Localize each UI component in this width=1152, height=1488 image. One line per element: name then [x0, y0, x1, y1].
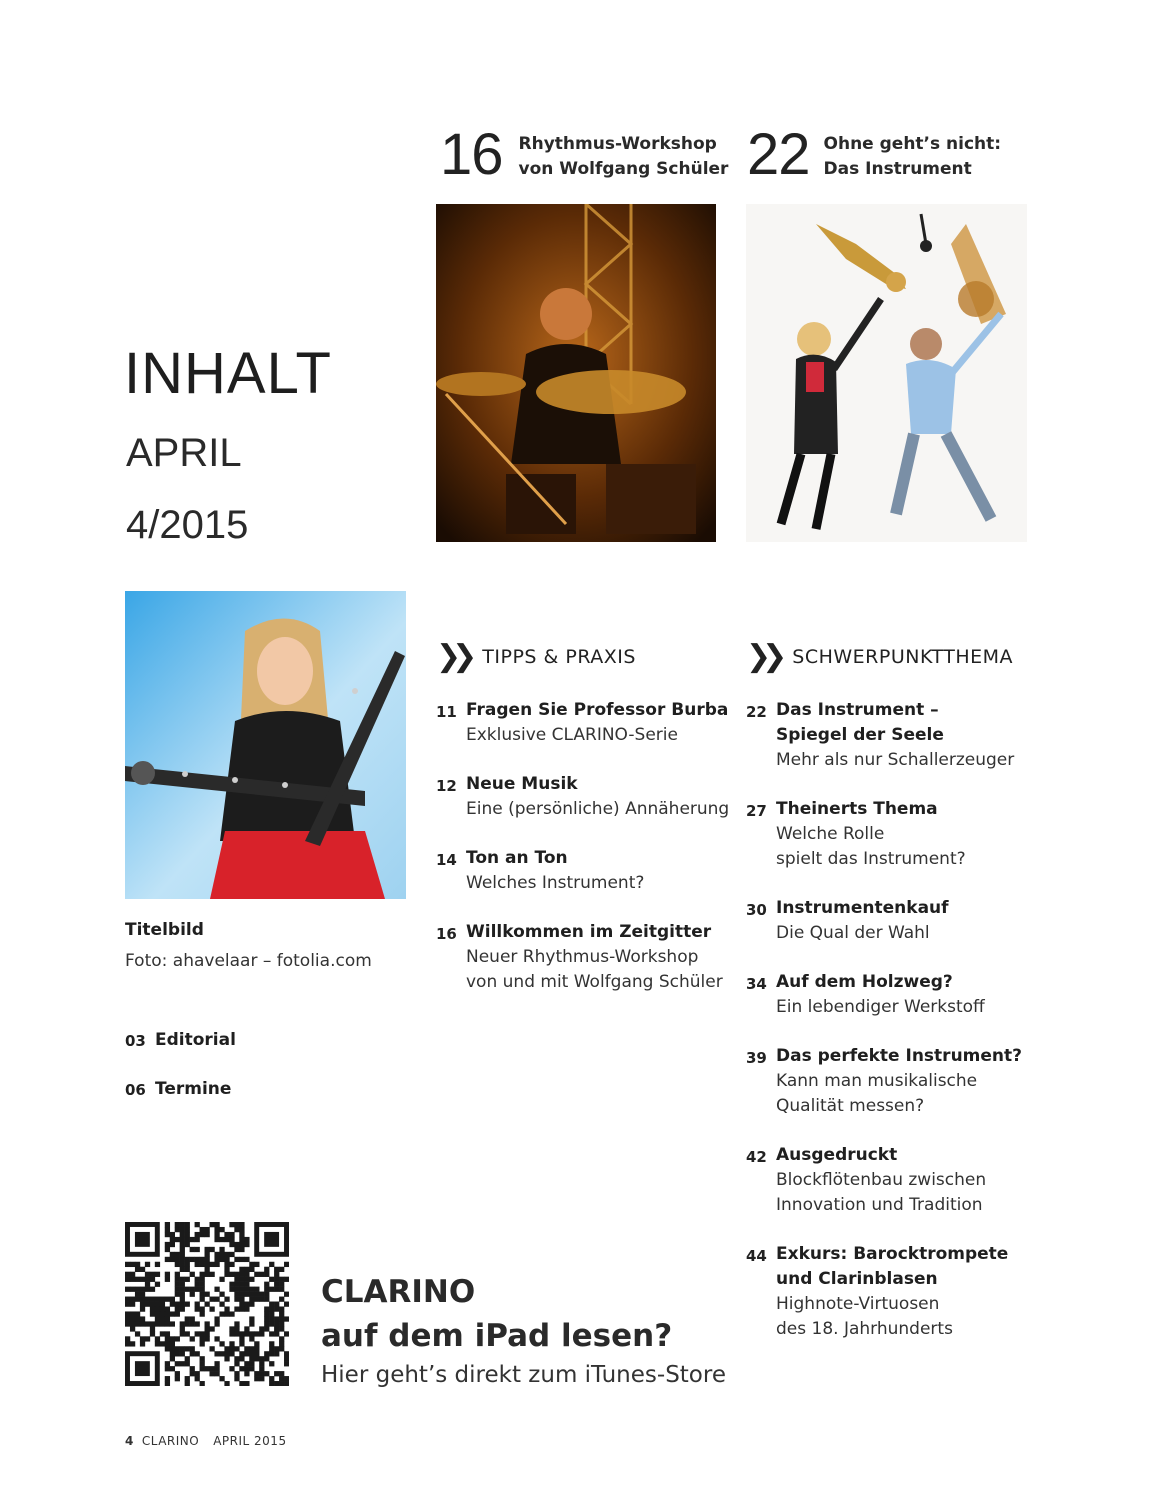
item-title: Editorial — [155, 1030, 236, 1050]
page-number: 22 — [746, 703, 767, 721]
page-number: 12 — [436, 777, 457, 795]
issue-month: APRIL — [126, 431, 242, 475]
promo-title-line1: CLARINO — [321, 1274, 476, 1310]
footer-date: APRIL 2015 — [213, 1434, 287, 1448]
item-desc: Ein lebendiger Werkstoff — [776, 997, 985, 1017]
drummer-photo[interactable] — [436, 204, 716, 542]
qr-code-icon[interactable] — [125, 1222, 289, 1386]
toc-item[interactable] — [746, 1044, 1046, 1119]
page-number: 11 — [436, 703, 457, 721]
item-title: Fragen Sie Professor Burba — [466, 700, 729, 720]
section-header — [746, 639, 1046, 674]
toc-item[interactable] — [746, 1143, 1046, 1218]
item-title: Das perfekte Instrument? — [776, 1046, 1023, 1066]
toc-item[interactable] — [436, 772, 736, 822]
feature-22[interactable] — [747, 122, 1002, 187]
item-title: und Clarinblasen — [776, 1269, 938, 1289]
toc-item-editorial[interactable] — [125, 1030, 236, 1050]
ipad-promo[interactable] — [321, 1270, 726, 1388]
item-desc: Innovation und Tradition — [776, 1195, 983, 1215]
toc-item[interactable] — [746, 797, 1046, 872]
double-chevron-icon: ❯❯ — [746, 639, 779, 674]
item-title: Instrumentenkauf — [776, 898, 949, 918]
section-title: SCHWERPUNKTTHEMA — [792, 646, 1014, 668]
section-header — [436, 639, 736, 674]
toc-item-termine[interactable] — [125, 1079, 231, 1099]
item-title: Auf dem Holzweg? — [776, 972, 953, 992]
item-desc: Mehr als nur Schallerzeuger — [776, 750, 1015, 770]
page-number: 06 — [125, 1081, 146, 1099]
item-title: Theinerts Thema — [776, 799, 938, 819]
cover-credit: Foto: ahavelaar – fotolia.com — [125, 951, 372, 971]
item-desc: von und mit Wolfgang Schüler — [466, 972, 723, 992]
item-desc: Welche Rolle — [776, 824, 885, 844]
page-number: 03 — [125, 1032, 146, 1050]
toc-item[interactable] — [746, 896, 1046, 946]
page-number: 39 — [746, 1049, 767, 1067]
item-desc: Exklusive CLARINO-Serie — [466, 725, 678, 745]
toc-item[interactable] — [436, 698, 736, 748]
cover-label: Titelbild — [125, 920, 204, 940]
item-desc: Eine (persönliche) Annäherung — [466, 799, 730, 819]
page-number: 14 — [436, 851, 457, 869]
section-tipps — [436, 639, 736, 1019]
page-number: 27 — [746, 802, 767, 820]
feature-number: 16 — [440, 122, 503, 187]
section-title: TIPPS & PRAXIS — [482, 646, 636, 668]
page-title: INHALT — [124, 341, 332, 406]
item-title: Spiegel der Seele — [776, 725, 944, 745]
item-title: Willkommen im Zeitgitter — [466, 922, 712, 942]
promo-title-line2: auf dem iPad lesen? — [321, 1318, 673, 1354]
issue-number: 4/2015 — [126, 503, 249, 547]
toc-item[interactable] — [436, 846, 736, 896]
item-desc: spielt das Instrument? — [776, 849, 966, 869]
item-desc: Welches Instrument? — [466, 873, 645, 893]
item-desc: Neuer Rhythmus-Workshop — [466, 947, 699, 967]
toc-item[interactable] — [436, 920, 736, 995]
feature-title: Ohne geht’s nicht: Das Instrument — [823, 134, 1002, 179]
item-desc: Qualität messen? — [776, 1096, 925, 1116]
page-number: 42 — [746, 1148, 767, 1166]
item-desc: Highnote-Virtuosen — [776, 1294, 940, 1314]
page-number: 44 — [746, 1247, 767, 1265]
cover-photo[interactable] — [125, 591, 406, 899]
feature-title: Rhythmus-Workshop von Wolfgang Schüler — [518, 134, 729, 179]
page-footer — [125, 1434, 287, 1448]
promo-link-text[interactable]: Hier geht’s direkt zum iTunes-Store — [321, 1362, 726, 1388]
item-desc: des 18. Jahrhunderts — [776, 1319, 953, 1339]
toc-item[interactable] — [746, 970, 1046, 1020]
feature-number: 22 — [747, 122, 810, 187]
dancers-photo[interactable] — [746, 204, 1027, 542]
item-title: Das Instrument – — [776, 700, 939, 720]
feature-16[interactable] — [440, 122, 729, 187]
section-schwerpunkt — [746, 639, 1046, 1366]
item-title: Neue Musik — [466, 774, 578, 794]
footer-magazine: CLARINO — [141, 1434, 200, 1448]
item-title: Ton an Ton — [466, 848, 568, 868]
page-number: 30 — [746, 901, 767, 919]
item-desc: Kann man musikalische — [776, 1071, 978, 1091]
toc-item[interactable] — [746, 1242, 1046, 1342]
item-title: Exkurs: Barocktrompete — [776, 1244, 1009, 1264]
double-chevron-icon: ❯❯ — [436, 639, 469, 674]
item-title: Ausgedruckt — [776, 1145, 898, 1165]
page-number: 16 — [436, 925, 457, 943]
item-title: Termine — [155, 1079, 232, 1099]
footer-page-number: 4 — [125, 1434, 134, 1448]
item-desc: Die Qual der Wahl — [776, 923, 930, 943]
item-desc: Blockflötenbau zwischen — [776, 1170, 987, 1190]
toc-item[interactable] — [746, 698, 1046, 773]
page-number: 34 — [746, 975, 767, 993]
